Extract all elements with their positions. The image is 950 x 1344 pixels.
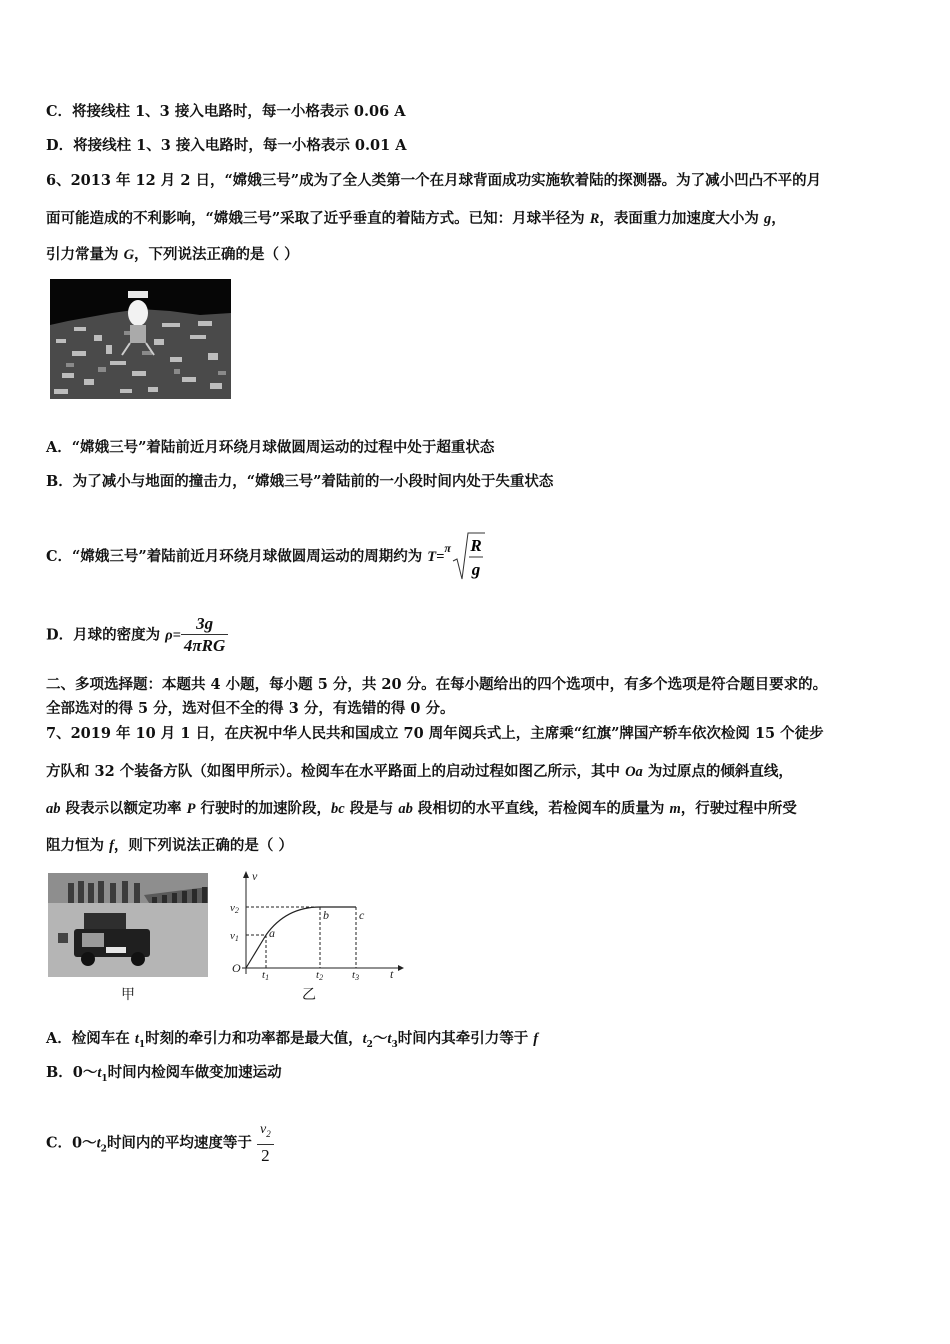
density-fraction: $\frac{3g}{\text{4πRG}}$ <box>181 614 228 657</box>
t-axis-arrow <box>398 965 404 971</box>
q5-option-c: C．将接线柱 1、3 接入电路时，每一小格表示 0.06 A <box>46 103 406 120</box>
q6-stem-line2: 面可能造成的不利影响，“嫦娥三号”采取了近乎垂直的着陆方式。已知：月球半径为 R，表面重力加速度大小为 g， <box>46 210 786 227</box>
origin-label: O <box>232 961 241 975</box>
vt-graph <box>226 868 406 980</box>
point-a-label: a <box>269 926 275 940</box>
t3-label: t3 <box>352 969 360 980</box>
v2-numerator: $v_2$ <box>260 1122 271 1139</box>
figure-yi-caption: 乙 <box>302 987 316 1003</box>
q7-stem-line4: 阻力恒为 f，则下列说法正确的是（ ） <box>46 837 293 854</box>
q6-option-c: C．“嫦娥三号”着陆前近月环绕月球做圆周运动的周期约为 T=$^\pi$ R g <box>46 531 485 583</box>
t-axis-label: t <box>390 967 394 980</box>
q5-option-d: D．将接线柱 1、3 接入电路时，每一小格表示 0.01 A <box>46 137 407 154</box>
v1-label: v1 <box>230 930 239 943</box>
point-c-label: c <box>359 908 365 922</box>
q6-option-d: D．月球的密度为 ρ= $\frac{3g}{\text{4πRG}}$ <box>46 614 228 657</box>
q7-option-a: A．检阅车在 $t_1$时刻的牵引力和功率都是最大值，$t_2\sim t_3$时间内其牵引力等于 f <box>46 1030 539 1050</box>
parade-car-photo <box>48 873 208 977</box>
v-axis-label: v <box>252 869 258 883</box>
svg-text:R: R <box>470 536 482 555</box>
q7-stem-line1: 7、2019 年 10 月 1 日，在庆祝中华人民共和国成立 70 周年阅兵式上，主席乘“红旗”牌国产轿车依次检阅 15 个徒步 <box>46 725 824 742</box>
v2-label: v2 <box>230 902 239 915</box>
q7-option-c: C．$0\sim t_2$时间内的平均速度等于 $\frac{v_2}{2}$ <box>46 1120 274 1167</box>
sqrt-symbol <box>451 531 485 583</box>
q6-option-a: A．“嫦娥三号”着陆前近月环绕月球做圆周运动的过程中处于超重状态 <box>46 439 495 456</box>
chang-e-3-photo <box>50 279 231 399</box>
v-axis-arrow <box>243 871 249 878</box>
q7-option-b: B．$0\sim t_1$时间内检阅车做变加速运动 <box>46 1064 282 1084</box>
avg-speed-fraction: $\frac{v_2}{2}$ <box>257 1120 274 1167</box>
svg-text:g: g <box>471 560 481 579</box>
section2-header-line1: 二、多项选择题：本题共 4 小题，每小题 5 分，共 20 分。在每小题给出的四个选项中，有多个选项是符合题目要求的。 <box>46 676 828 693</box>
q6-stem-line3: 引力常量为 G，下列说法正确的是（ ） <box>46 246 299 263</box>
section2-header-line2: 全部选对的得 5 分，选对但不全的得 3 分，有选错的得 0 分。 <box>46 700 455 717</box>
t1-label: t1 <box>262 969 270 980</box>
q7-stem-line2: 方队和 32 个装备方队（如图甲所示）。检阅车在水平路面上的启动过程如图乙所示，其中 Oa 为过原点的倾斜直线， <box>46 763 793 780</box>
q6-stem-line1: 6、2013 年 12 月 2 日，“嫦娥三号”成为了全人类第一个在月球背面成功实施软着陆的探测器。为了减小凹凸不平的月 <box>46 172 822 189</box>
q7-stem-line3: ab 段表示以额定功率 P 行驶时的加速阶段，bc 段是与 ab 段相切的水平直线，若检阅车的质量为 m，行驶过程中所受 <box>46 800 797 817</box>
point-b-label: b <box>323 908 329 922</box>
q6-option-b: B．为了减小与地面的撞击力，“嫦娥三号”着陆前的一小段时间内处于失重状态 <box>46 473 554 490</box>
segment-oa <box>246 935 266 968</box>
t2-label: t2 <box>316 969 324 980</box>
figure-jia-caption: 甲 <box>121 987 135 1003</box>
